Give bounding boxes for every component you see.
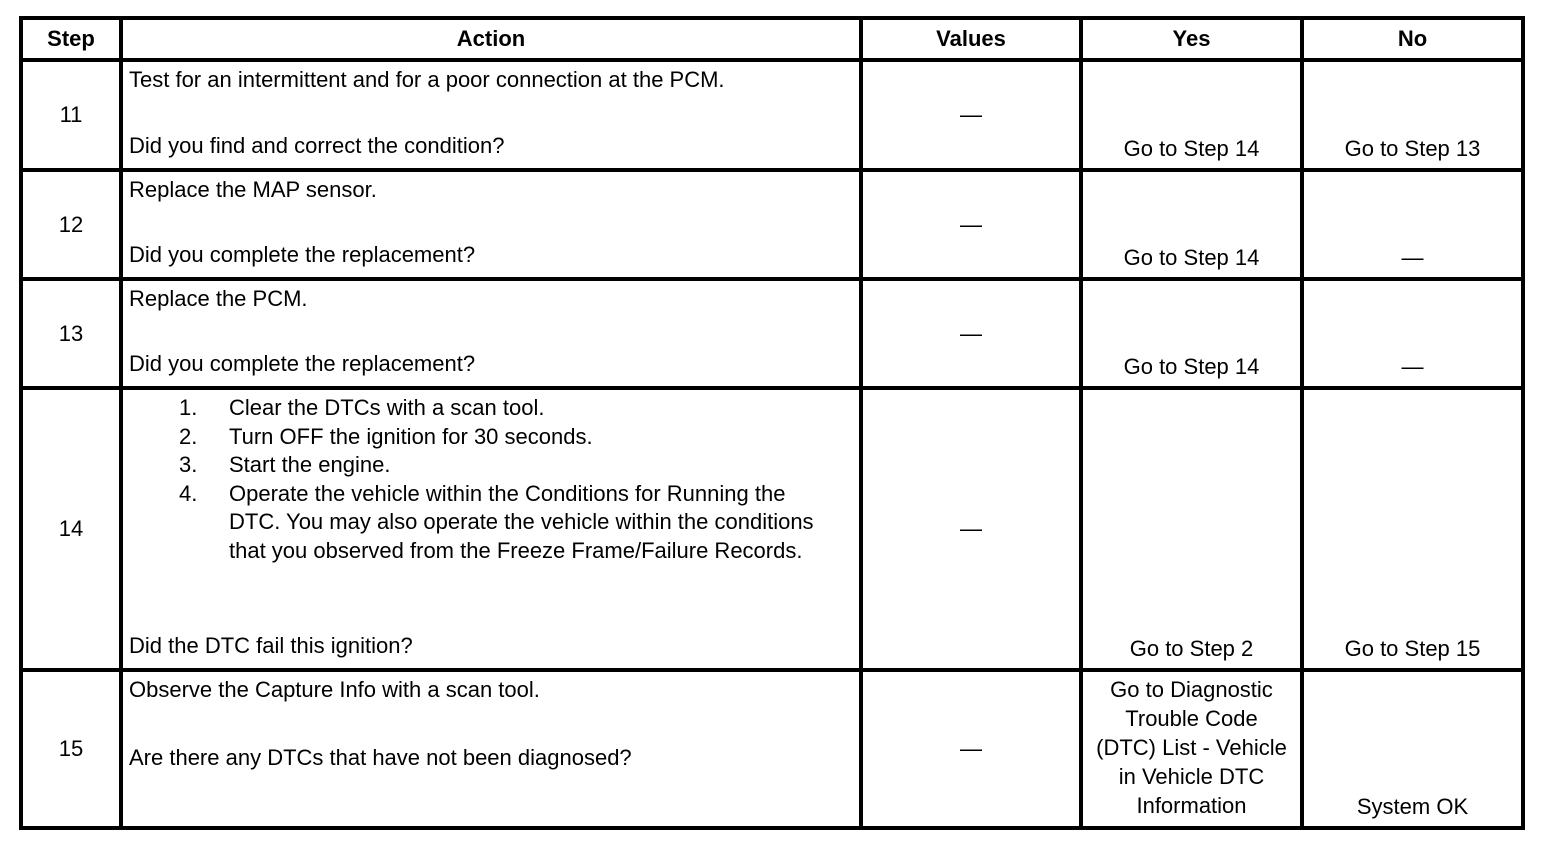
action-question: Did the DTC fail this ignition?	[129, 633, 413, 658]
no-cell: System OK	[1302, 670, 1523, 828]
substep-text: Clear the DTCs with a scan tool.	[229, 395, 545, 420]
action-cell	[121, 170, 861, 279]
list-item	[129, 451, 853, 480]
substep-number: 2.	[179, 423, 198, 449]
substep-text: Start the engine.	[229, 452, 391, 477]
diagnostic-table	[19, 16, 1525, 830]
substep-text: Turn OFF the ignition for 30 seconds.	[229, 423, 593, 449]
table-row	[21, 170, 1523, 279]
step-number: 11	[21, 60, 121, 170]
action-text: Observe the Capture Info with a scan tool.	[129, 677, 540, 702]
step-number: 12	[21, 170, 121, 279]
action-cell	[121, 388, 861, 670]
header-yes: Yes	[1081, 18, 1302, 60]
header-no: No	[1302, 18, 1523, 60]
substep-number: 3.	[179, 452, 198, 477]
action-cell	[121, 279, 861, 388]
no-cell: Go to Step 15	[1302, 388, 1523, 670]
action-text: Test for an intermittent and for a poor connection at the PCM.	[129, 67, 725, 92]
values-cell: —	[861, 670, 1081, 828]
values-cell: —	[861, 60, 1081, 170]
substep-list	[129, 394, 853, 565]
action-question: Did you complete the replacement?	[129, 351, 476, 376]
yes-cell: Go to Step 2	[1081, 388, 1302, 670]
action-question: Did you find and correct the condition?	[129, 133, 505, 158]
no-cell: —	[1302, 279, 1523, 388]
yes-cell: Go to Step 14	[1081, 60, 1302, 170]
action-question: Did you complete the replacement?	[129, 242, 476, 267]
yes-cell: Go to Diagnostic Trouble Code (DTC) List - Vehicle in Vehicle DTC Information	[1081, 670, 1302, 828]
values-cell: —	[861, 279, 1081, 388]
header-row	[21, 18, 1523, 60]
values-cell: —	[861, 388, 1081, 670]
header-action: Action	[121, 18, 861, 60]
action-cell	[121, 60, 861, 170]
no-cell: —	[1302, 170, 1523, 279]
header-values: Values	[861, 18, 1081, 60]
substep-text: Operate the vehicle within the Conditions for Running the DTC. You may also operate the vehicle within the conditions that you observed from the Freeze Frame/Failure Records.	[229, 480, 814, 563]
substep-number: 4.	[179, 480, 198, 506]
table-row	[21, 279, 1523, 388]
action-question: Are there any DTCs that have not been diagnosed?	[129, 745, 632, 770]
action-text: Replace the MAP sensor.	[129, 177, 377, 202]
list-item	[129, 480, 853, 566]
yes-cell: Go to Step 14	[1081, 170, 1302, 279]
table-row	[21, 388, 1523, 670]
list-item	[129, 394, 853, 423]
table-row	[21, 670, 1523, 828]
substep-number: 1.	[179, 395, 198, 420]
action-text: Replace the PCM.	[129, 286, 308, 311]
no-cell: Go to Step 13	[1302, 60, 1523, 170]
header-step: Step	[21, 18, 121, 60]
action-cell	[121, 670, 861, 828]
list-item	[129, 423, 853, 452]
yes-cell: Go to Step 14	[1081, 279, 1302, 388]
step-number: 13	[21, 279, 121, 388]
step-number: 15	[21, 670, 121, 828]
table-row	[21, 60, 1523, 170]
step-number: 14	[21, 388, 121, 670]
values-cell: —	[861, 170, 1081, 279]
